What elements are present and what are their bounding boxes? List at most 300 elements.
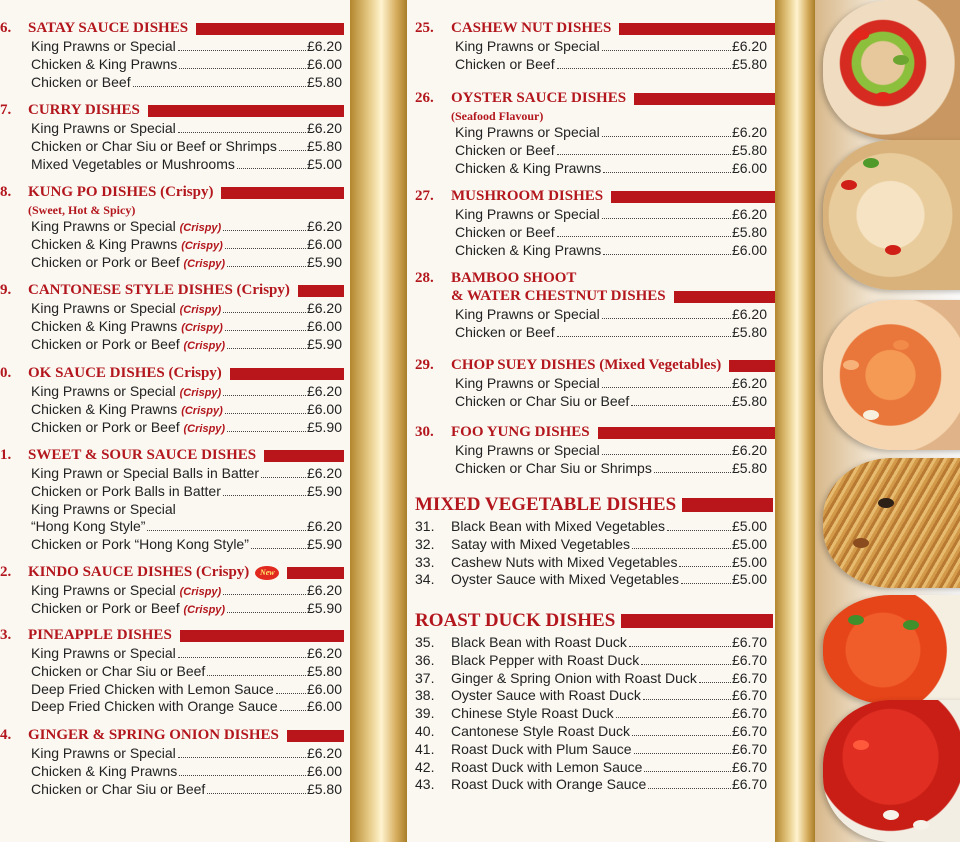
section-number: 0. (0, 365, 12, 381)
chow-mein-noodles-photo (823, 458, 960, 588)
item-name (31, 300, 221, 316)
menu-item (415, 722, 767, 741)
menu-item (415, 669, 767, 688)
dot-leader (261, 477, 306, 478)
salt-pepper-squid-photo (823, 140, 960, 290)
menu-section (0, 184, 342, 271)
item-price: £5.80 (306, 780, 342, 797)
item-price: £6.20 (731, 442, 767, 458)
section-number: 2. (0, 564, 12, 580)
item-name-text: Chicken or Char Siu or Beef or Shrimps (31, 137, 277, 154)
section-red-bar (634, 93, 775, 105)
dot-leader (648, 788, 731, 789)
item-price: £5.80 (731, 323, 767, 340)
item-price: £6.20 (306, 582, 342, 598)
item-name: King Prawns or Special (455, 442, 600, 458)
dot-leader (631, 405, 731, 406)
item-name (31, 218, 221, 234)
item-price: £5.00 (306, 155, 342, 172)
item-price: £6.00 (306, 235, 342, 252)
menu-item (455, 160, 767, 178)
item-price: £5.80 (731, 55, 767, 72)
dot-leader (602, 136, 731, 137)
item-name-text: Chicken or Char Siu or Beef (31, 662, 206, 679)
dot-leader (603, 172, 731, 173)
dot-leader (178, 657, 306, 658)
dot-leader (616, 717, 731, 718)
item-list (31, 300, 342, 353)
item-name (31, 582, 221, 598)
section-number: 26. (415, 90, 434, 106)
menu-item (415, 740, 767, 759)
section-number: 9. (0, 282, 12, 298)
dot-leader (179, 775, 306, 776)
item-price: £6.70 (731, 669, 767, 686)
menu-item (31, 781, 342, 799)
dot-leader (178, 132, 306, 133)
section-title: PINEAPPLE DISHES (28, 627, 172, 643)
item-name: Chicken or Beef (455, 141, 555, 158)
item-name: Chicken or Char Siu or Beef (455, 392, 630, 409)
garnish (848, 615, 864, 625)
item-name: Chicken & King Prawns (455, 159, 602, 176)
item-list (455, 206, 767, 259)
dot-leader (557, 236, 731, 237)
menu-section (0, 727, 342, 798)
item-price: £5.80 (731, 223, 767, 240)
item-number: 43. (415, 776, 435, 793)
item-price: £6.20 (306, 218, 342, 234)
section-heading (415, 188, 773, 206)
item-name-text: Chicken & King Prawns (31, 55, 178, 72)
garnish (843, 360, 859, 370)
item-number: 42. (415, 758, 435, 775)
dot-leader (276, 693, 306, 694)
crispy-tag: (Crispy) (179, 387, 222, 399)
item-price: £6.20 (306, 383, 342, 399)
section-heading (0, 102, 342, 120)
section-red-bar (619, 23, 775, 35)
menu-item (455, 124, 767, 142)
item-name-text: Chicken & King Prawns (31, 317, 178, 334)
section-subtitle: (Seafood Flavour) (451, 109, 544, 123)
menu-item (31, 336, 342, 354)
menu-item (415, 776, 767, 794)
item-name-text: “Hong Kong Style” (31, 518, 146, 535)
menu-section (0, 627, 342, 716)
menu-item (31, 156, 342, 174)
dot-leader (227, 612, 306, 613)
section-red-bar (148, 105, 344, 117)
menu-item (31, 236, 342, 254)
menu-item (31, 483, 342, 501)
item-name: Black Bean with Roast Duck (451, 634, 627, 650)
section-number: 1. (0, 447, 12, 463)
menu-item (455, 393, 767, 411)
item-list (31, 582, 342, 618)
item-price: £6.20 (731, 206, 767, 222)
menu-item (31, 698, 342, 716)
dot-leader (643, 699, 731, 700)
dot-leader (603, 254, 731, 255)
dot-leader (557, 154, 731, 155)
item-name-text: Chicken or Pork or Beef (31, 418, 180, 435)
item-price: £6.20 (731, 38, 767, 54)
section-heading-line2 (451, 288, 773, 306)
crispy-tag: (Crispy) (183, 603, 226, 616)
garnish (853, 740, 869, 750)
crispy-tag: (Crispy) (179, 304, 222, 316)
item-list (31, 120, 342, 173)
menu-item (455, 206, 767, 224)
section-heading (0, 282, 342, 300)
garnish (893, 55, 909, 65)
item-name (31, 254, 225, 270)
section-heading (415, 270, 773, 288)
garnish (863, 410, 879, 420)
menu-item (31, 300, 342, 318)
menu-item (31, 419, 342, 437)
item-price: £6.70 (731, 634, 767, 650)
menu-item (31, 681, 342, 699)
item-price: £6.70 (731, 758, 767, 775)
item-name (31, 336, 225, 352)
menu-item (455, 242, 767, 260)
item-price: £6.70 (731, 776, 767, 793)
section-number: 29. (415, 357, 434, 373)
dot-leader (251, 548, 306, 549)
crispy-tag: (Crispy) (179, 222, 222, 234)
fried-prawns-photo (823, 300, 960, 450)
item-number: 35. (415, 634, 435, 650)
menu-item (415, 518, 767, 536)
item-price: £6.70 (731, 651, 767, 668)
item-name: Black Bean with Mixed Vegetables (451, 518, 666, 534)
section-number: 3. (0, 627, 12, 643)
item-name (31, 318, 223, 334)
item-name: Chinese Style Roast Duck (451, 705, 614, 722)
item-name-text: Deep Fried Chicken with Orange Sauce (31, 698, 278, 715)
item-price: £6.20 (306, 465, 342, 481)
menu-item (415, 758, 767, 777)
menu-item (415, 553, 767, 572)
dot-leader (223, 230, 306, 231)
item-name: Chicken or Char Siu or Shrimps (455, 459, 652, 476)
dot-leader (147, 530, 306, 531)
menu-item (455, 306, 767, 324)
dot-leader (133, 86, 306, 87)
item-price: £5.90 (306, 335, 342, 352)
item-name (31, 600, 225, 616)
section-red-bar (729, 360, 775, 372)
item-price: £6.70 (731, 722, 767, 739)
section-title: CANTONESE STYLE DISHES (Crispy) (28, 282, 290, 298)
dot-leader (632, 548, 731, 549)
item-name (31, 401, 223, 417)
section-number: 30. (415, 424, 434, 440)
menu-item (31, 56, 342, 74)
item-name-text: Chicken & King Prawns (31, 235, 178, 252)
dot-leader (279, 150, 306, 151)
menu-item (31, 745, 342, 763)
item-list (31, 38, 342, 91)
section-title: ROAST DUCK DISHES (415, 610, 616, 631)
item-price: £6.20 (306, 745, 342, 761)
dot-leader (602, 318, 731, 319)
menu-item (31, 138, 342, 156)
menu-section (0, 282, 342, 353)
section-heading (0, 727, 342, 745)
item-name (31, 698, 278, 714)
item-name: Cashew Nuts with Mixed Vegetables (451, 553, 678, 570)
menu-item (415, 634, 767, 652)
item-name-text: King Prawns or Special (31, 383, 176, 399)
section-red-bar (287, 730, 344, 742)
item-price: £6.70 (731, 705, 767, 722)
section-red-bar (611, 191, 775, 203)
section-red-bar (682, 498, 773, 512)
item-price: £5.80 (731, 141, 767, 158)
item-name: King Prawns or Special (455, 124, 600, 140)
item-name: King Prawns or Special (455, 306, 600, 322)
item-name (31, 383, 221, 399)
item-name: King Prawns or Special (455, 38, 600, 54)
section-title: KUNG PO DISHES (Crispy) (28, 184, 214, 200)
section-title: BAMBOO SHOOT (451, 270, 577, 286)
item-name: Oyster Sauce with Mixed Vegetables (451, 571, 680, 588)
dot-leader (557, 336, 731, 337)
section-heading (0, 365, 342, 383)
menu-item (31, 254, 342, 272)
dot-leader (602, 218, 731, 219)
dot-leader (667, 530, 731, 531)
item-name (31, 156, 235, 172)
sweet-chilli-dish-photo (823, 595, 960, 705)
item-price: £5.90 (306, 253, 342, 270)
menu-item (455, 460, 767, 478)
section-red-bar (180, 630, 344, 642)
item-name-text: King Prawns or Special (31, 645, 176, 661)
item-name: Ginger & Spring Onion with Roast Duck (451, 669, 697, 686)
food-photo-strip (815, 0, 960, 842)
item-name-text: Mixed Vegetables or Mushrooms (31, 155, 235, 172)
section-title: SWEET & SOUR SAUCE DISHES (28, 447, 257, 463)
item-name (31, 56, 177, 72)
dot-leader (227, 348, 306, 349)
menu-item (455, 324, 767, 342)
item-name: Cantonese Style Roast Duck (451, 722, 630, 739)
menu-section (0, 447, 342, 554)
dot-leader (641, 664, 731, 665)
section-title: MUSHROOM DISHES (451, 188, 604, 204)
dot-leader (225, 413, 306, 414)
dot-leader (634, 753, 731, 754)
item-list (31, 645, 342, 716)
dot-leader (179, 68, 306, 69)
item-name-text: King Prawns or Special (31, 38, 176, 54)
menu-item (31, 383, 342, 401)
section-number: 27. (415, 188, 434, 204)
crispy-tag: (Crispy) (181, 404, 223, 417)
gold-fold-divider (775, 0, 815, 842)
item-price: £5.90 (306, 599, 342, 616)
section-number: 7. (0, 102, 12, 118)
menu-item (455, 375, 767, 393)
dot-leader (602, 387, 731, 388)
item-name (31, 781, 205, 797)
item-number: 34. (415, 571, 435, 588)
item-list (455, 442, 767, 478)
item-price: £6.00 (306, 698, 342, 715)
item-name: Roast Duck with Plum Sauce (451, 740, 632, 757)
item-name (31, 74, 131, 90)
item-price: £5.80 (306, 137, 342, 154)
item-price: £5.80 (731, 392, 767, 409)
section-red-bar (598, 427, 775, 439)
dot-leader (557, 68, 731, 69)
menu-item (415, 705, 767, 723)
menu-item (31, 518, 342, 536)
garnish (878, 498, 894, 508)
section-title: SATAY SAUCE DISHES (28, 20, 189, 36)
menu-section (415, 90, 773, 177)
item-name (31, 236, 223, 252)
item-number: 38. (415, 687, 435, 704)
item-price: £5.00 (731, 535, 767, 552)
item-price: £5.80 (306, 73, 342, 90)
menu-item (31, 465, 342, 483)
section-title: KINDO SAUCE DISHES (Crispy) New (28, 564, 279, 581)
item-name: Chicken & King Prawns (455, 241, 602, 258)
garnish (853, 30, 869, 40)
dot-leader (699, 682, 731, 683)
item-name (31, 483, 221, 499)
item-price: £6.20 (731, 124, 767, 140)
roast-duck-section (415, 610, 775, 794)
menu-item (455, 38, 767, 56)
item-name (31, 138, 277, 154)
section-red-bar (230, 368, 344, 380)
menu-item (31, 763, 342, 781)
item-price: £5.80 (306, 662, 342, 679)
dot-leader (602, 50, 731, 51)
section-red-bar (621, 614, 773, 628)
menu-section (0, 564, 342, 618)
item-name: Chicken or Beef (455, 223, 555, 240)
dot-leader (223, 312, 306, 313)
item-name-text: King Prawns or Special (31, 745, 176, 761)
item-price: £5.90 (306, 536, 342, 553)
menu-section (415, 188, 773, 259)
section-title: CASHEW NUT DISHES (451, 20, 612, 36)
section-heading (415, 20, 773, 38)
dot-leader (632, 735, 731, 736)
section-red-bar (196, 23, 344, 35)
section-number: 4. (0, 727, 12, 743)
item-name: Chicken or Beef (455, 55, 555, 72)
menu-item (31, 74, 342, 92)
item-name (31, 645, 176, 661)
item-list (455, 38, 767, 74)
menu-section (0, 102, 342, 173)
item-name (31, 465, 259, 481)
menu-item (31, 600, 342, 618)
menu-item (31, 536, 342, 554)
menu-item (415, 687, 767, 705)
menu-item (415, 535, 767, 554)
dot-leader (225, 330, 306, 331)
garnish (913, 820, 929, 830)
item-name (31, 518, 145, 534)
item-number: 41. (415, 740, 435, 757)
item-price: £5.90 (306, 418, 342, 435)
item-number: 39. (415, 705, 435, 722)
item-price: £5.90 (306, 482, 342, 499)
item-name-text: Chicken or Beef (31, 73, 131, 90)
garnish (883, 810, 899, 820)
menu-section (0, 365, 342, 436)
item-price: £6.00 (306, 400, 342, 417)
dot-leader (223, 495, 306, 496)
item-name (31, 536, 249, 552)
dot-leader (602, 454, 731, 455)
item-name: Roast Duck with Lemon Sauce (451, 758, 643, 775)
menu-item (455, 56, 767, 74)
section-red-bar (221, 187, 344, 199)
garnish (853, 538, 869, 548)
sweet-sour-chicken-rice-photo (823, 700, 960, 842)
mixed-vegetable-section (415, 494, 775, 589)
item-name-text: Chicken & King Prawns (31, 400, 178, 417)
item-price: £6.00 (731, 241, 767, 258)
dot-leader (644, 771, 731, 772)
dot-leader (207, 675, 306, 676)
menu-section (415, 357, 773, 411)
item-name-text: Chicken & King Prawns (31, 762, 178, 779)
section-title-line2: & WATER CHESTNUT DISHES (451, 288, 666, 304)
item-price: £5.00 (731, 518, 767, 534)
item-list (31, 745, 342, 798)
garnish (893, 340, 909, 350)
section-heading (415, 357, 773, 375)
chilli-stir-fry-photo (823, 0, 960, 140)
section-number: 6. (0, 20, 12, 36)
dot-leader (207, 793, 306, 794)
item-number: 32. (415, 535, 435, 552)
item-name (31, 745, 176, 761)
item-name (31, 763, 177, 779)
crispy-tag: (Crispy) (179, 586, 222, 598)
section-number: 8. (0, 184, 12, 200)
item-price: £6.00 (306, 317, 342, 334)
item-name-text: Chicken or Char Siu or Beef (31, 780, 206, 797)
item-name: Black Pepper with Roast Duck (451, 651, 640, 668)
section-heading (0, 184, 342, 202)
section-title: GINGER & SPRING ONION DISHES (28, 727, 279, 743)
menu-item (31, 218, 342, 236)
dot-leader (227, 266, 306, 267)
item-price: £6.20 (306, 518, 342, 535)
item-name-text: King Prawn or Special Balls in Batter (31, 465, 259, 481)
dot-leader (237, 168, 306, 169)
section-red-bar (264, 450, 344, 462)
garnish (875, 92, 891, 102)
garnish (885, 245, 901, 255)
section-heading (415, 424, 773, 442)
item-number: 36. (415, 651, 435, 668)
item-price: £6.20 (306, 300, 342, 316)
item-name-text: Chicken or Pork “Hong Kong Style” (31, 536, 249, 553)
